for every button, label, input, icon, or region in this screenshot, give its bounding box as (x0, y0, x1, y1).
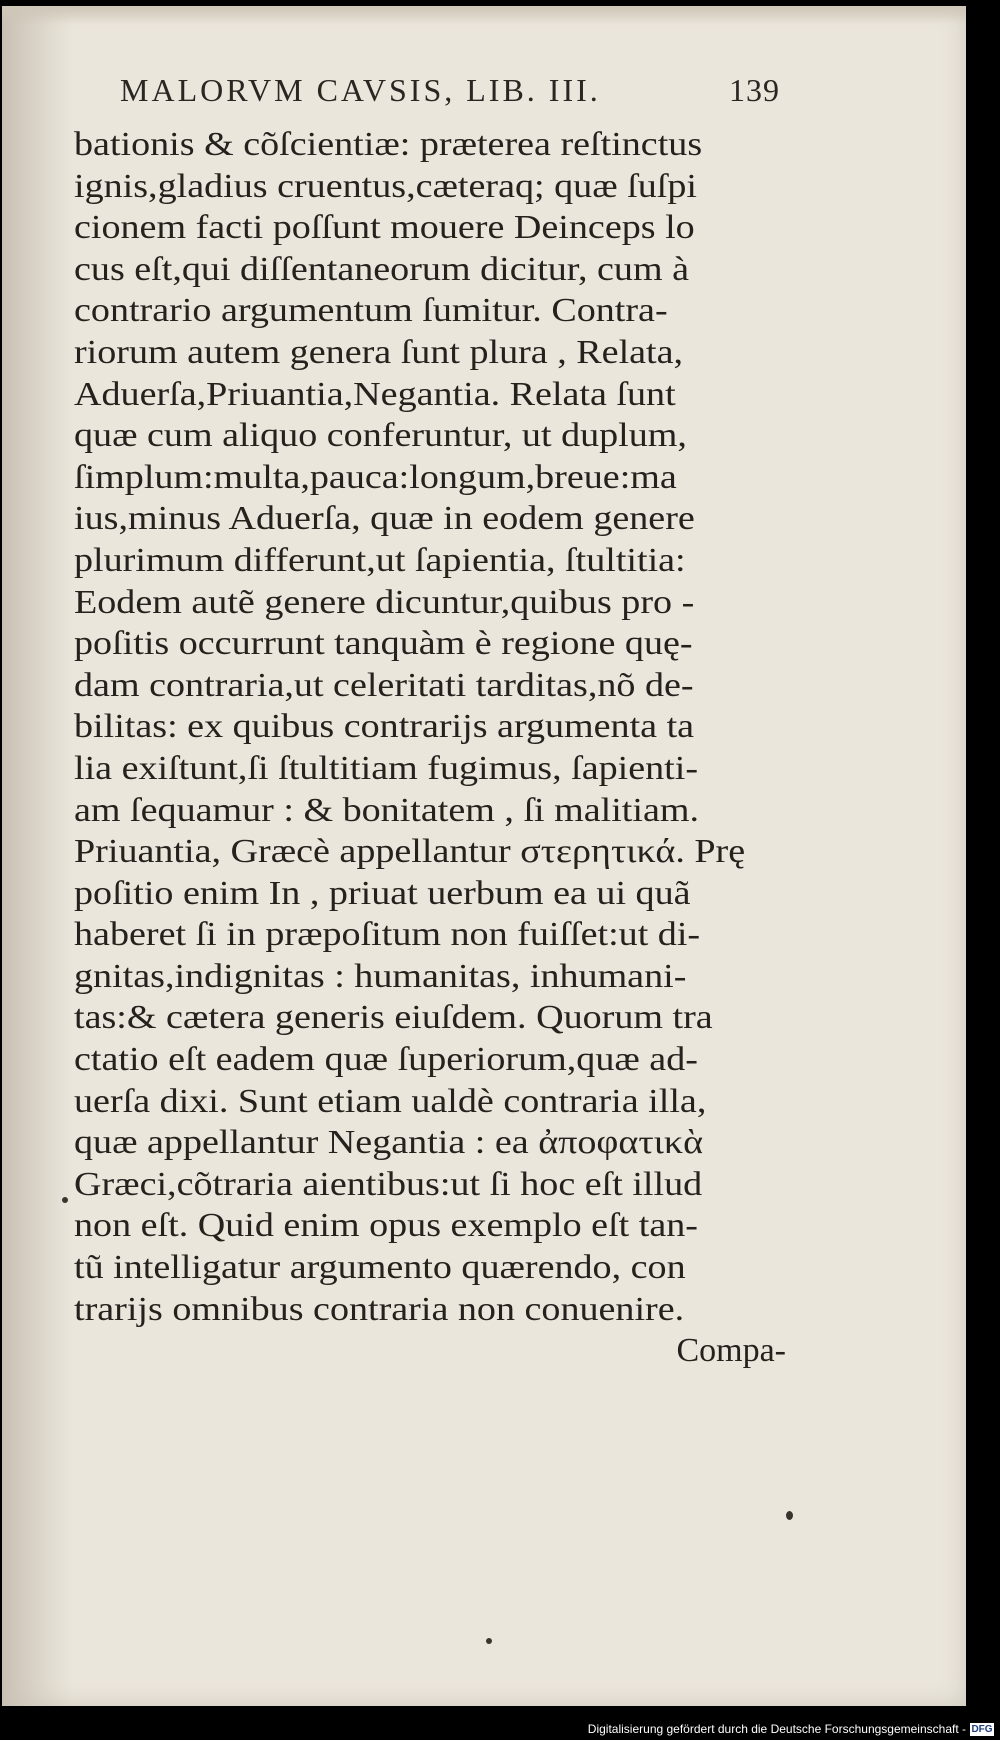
text-line: Græci,cõtraria aientibus:ut ſi hoc eſt illud (74, 1165, 703, 1203)
text-line: ius,minus Aduerſa, quæ in eodem genere (74, 500, 695, 538)
digitization-footer (0, 1720, 1000, 1740)
text-line: am ſequamur : & bonitatem , ſi malitiam. (74, 791, 700, 829)
text-line: bationis & cõſcientiæ: præterea reſtinctus (74, 126, 703, 163)
text-line: poſitis occurrunt tanquàm è regione quę- (74, 625, 693, 663)
text-line: bilitas: ex quibus contrarijs argumenta ta (74, 708, 695, 746)
dfg-logo: DFG (971, 1724, 993, 1735)
text-line: haberet ſi in præpoſitum non fuiſſet:ut di- (74, 916, 701, 954)
text-line: lia exiſtunt,ſi ſtultitiam fugimus, ſapienti- (74, 749, 699, 787)
text-line: uerſa dixi. Sunt etiam ualdè contraria illa, (74, 1082, 707, 1120)
running-head: MALORVM CAVSIS, LIB. III. (120, 72, 601, 108)
text-line: cus eſt,qui diſſentaneorum dicitur, cum à (74, 250, 690, 288)
text-line: riorum autem genera ſunt plura , Relata, (74, 333, 684, 371)
text-line: Eodem autẽ genere dicuntur,quibus pro - (74, 583, 695, 621)
text-block (74, 124, 790, 1372)
text-line: tũ intelligatur argumento quærendo, con (74, 1249, 686, 1287)
text-line: contrario argumentum ſumitur. Contra- (74, 292, 668, 330)
text-line: Priuantia, Græcè appellantur στερητικά. Prę (74, 833, 746, 871)
text-line: ctatio eſt eadem quæ ſuperiorum,quæ ad- (74, 1041, 698, 1079)
text-line: quæ cum aliquo conferuntur, ut duplum, (74, 417, 687, 455)
text-line: plurimum differunt,ut ſapientia, ſtultitia: (74, 541, 686, 579)
text-line: quæ appellantur Negantia : ea ἀποφατικὰ (74, 1124, 704, 1162)
ink-speck-mark (786, 1511, 793, 1520)
text-line: poſitio enim In , priuat uerbum ea ui quã (74, 874, 691, 912)
text-line: dam contraria,ut celeritati tarditas,nõ de- (74, 666, 694, 704)
ink-speck-mark (486, 1638, 492, 1644)
text-line: ſimplum:multa,pauca:longum,breue:ma (74, 458, 677, 496)
footer-credit: Digitalisierung gefördert durch die Deutsche Forschungsgemeinschaft - (587, 1722, 966, 1736)
text-line: ignis,gladius cruentus,cæteraq; quæ ſuſpi (74, 167, 697, 205)
text-line: cionem facti poſſunt mouere Deinceps lo (74, 209, 695, 247)
text-line: non eſt. Quid enim opus exemplo eſt tan- (74, 1207, 698, 1245)
margin-dot-mark (62, 1197, 68, 1203)
text-line: Aduerſa,Priuantia,Negantia. Relata ſunt (74, 375, 676, 413)
page-gutter-shadow (2, 6, 72, 1706)
book-page (2, 6, 966, 1706)
page-number: 139 (729, 72, 780, 108)
text-line: gnitas,indignitas : humanitas, inhumani- (74, 957, 687, 995)
text-line: tas:& cætera generis eiuſdem. Quorum tra (74, 999, 713, 1037)
page-top-shadow (2, 6, 966, 24)
text-line: trarijs omnibus contraria non conuenire. (74, 1290, 685, 1328)
catchword: Compa- (676, 1332, 786, 1370)
page-header (120, 72, 780, 112)
